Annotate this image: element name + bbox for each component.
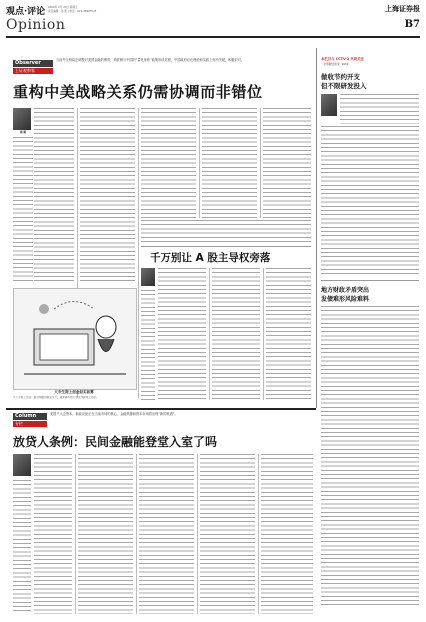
mid-body-col-3	[266, 268, 311, 400]
col-divider	[75, 454, 76, 614]
right-body-3	[321, 306, 419, 606]
column-body-col-5	[261, 454, 313, 614]
right-sidebar-sub: 《全球财经连线》2009	[321, 63, 349, 66]
observer-intro: 当前外交格局正调整对美国金融的博弈，美联储与中国的“量化宽松”政策形成对照，中国政府应在理论和实践上有所突破，积极应对。	[56, 58, 245, 62]
right-body-2	[321, 126, 419, 276]
lead-body-col-2	[80, 108, 135, 284]
lead-body-col-3	[141, 108, 196, 218]
col-divider	[260, 108, 261, 218]
lead-body-col-5	[263, 108, 311, 218]
column-intro: 美国千人会资本，新政议论正在当前市场的核心，金融风暴和资本市场将出现“新的机遇”。	[50, 412, 178, 416]
col-divider	[199, 108, 200, 218]
editor-line: 责任编辑：孙 凯 | 电话：021-38967525	[48, 10, 97, 13]
col-divider	[197, 454, 198, 614]
right-rule	[321, 280, 419, 281]
col-divider	[263, 268, 264, 400]
lead-body-col-4	[202, 108, 257, 218]
col-divider	[258, 454, 259, 614]
right-bottom-headline-2: 发债难形风险难料	[321, 296, 370, 303]
mid-body-col-0	[141, 290, 155, 400]
column-body-col-1b	[13, 480, 31, 614]
col-divider	[138, 108, 139, 398]
mid-body-col-1	[158, 268, 206, 400]
col-divider	[209, 268, 210, 400]
column-author-photo	[13, 454, 31, 476]
lead-body-col-1	[34, 108, 74, 284]
column-rule	[6, 408, 316, 410]
column-tag: Column	[13, 413, 47, 420]
column-body-col-3	[139, 454, 194, 614]
right-headline-1: 做收节约开支	[321, 73, 360, 81]
right-body-1	[340, 94, 419, 124]
mid-author-photo	[141, 268, 155, 286]
mid-body-col-2	[212, 268, 260, 400]
column-body-col-4	[200, 454, 255, 614]
lead-author: 施 刚	[19, 131, 27, 134]
section-title: 观点·评论	[6, 7, 46, 17]
mid-headline: 千万别让 A 股主导权旁落	[150, 252, 271, 264]
section-title-en: Opinion	[6, 17, 66, 33]
lead-headline: 重构中美战略关系仍需协调而非错位	[13, 83, 263, 101]
lead-body-col-3b	[141, 220, 311, 242]
author-photo	[13, 108, 31, 130]
column-body-col-1	[34, 454, 72, 614]
column-subtag: 专栏	[13, 421, 47, 427]
page-number: B7	[404, 19, 420, 30]
right-headline-2: 但不限研发投入	[321, 82, 367, 90]
observer-tag: Observer	[13, 60, 53, 67]
right-author-photo	[321, 94, 337, 116]
lead-body-col-1b	[13, 137, 33, 284]
right-sidebar-label: 本栏目与 CCTV-2 共同关注	[321, 57, 364, 61]
column-headline: 放贷人条例：民间金融能登堂入室了吗	[13, 435, 218, 449]
mid-rule	[141, 246, 311, 247]
column-body-col-2	[78, 454, 133, 614]
right-bottom-headline-1: 地方财政矛盾突出	[321, 287, 370, 294]
date-line: 2009年 2月 20日 星期五	[48, 6, 78, 9]
paper-name: 上海证券报	[385, 4, 420, 13]
cartoon-subcaption: 大专生网上创业：面对残酷的就业压力，越来越多的大学生选择网上创业。	[13, 396, 99, 399]
masthead	[6, 4, 420, 48]
masthead-rule	[6, 36, 420, 38]
observer-subtag: 上证观察家	[13, 68, 53, 74]
cartoon-illustration	[13, 288, 137, 390]
right-divider	[316, 48, 317, 408]
cartoon-caption: 大专生网上创业如实如雾	[54, 390, 94, 394]
col-divider	[136, 454, 137, 614]
